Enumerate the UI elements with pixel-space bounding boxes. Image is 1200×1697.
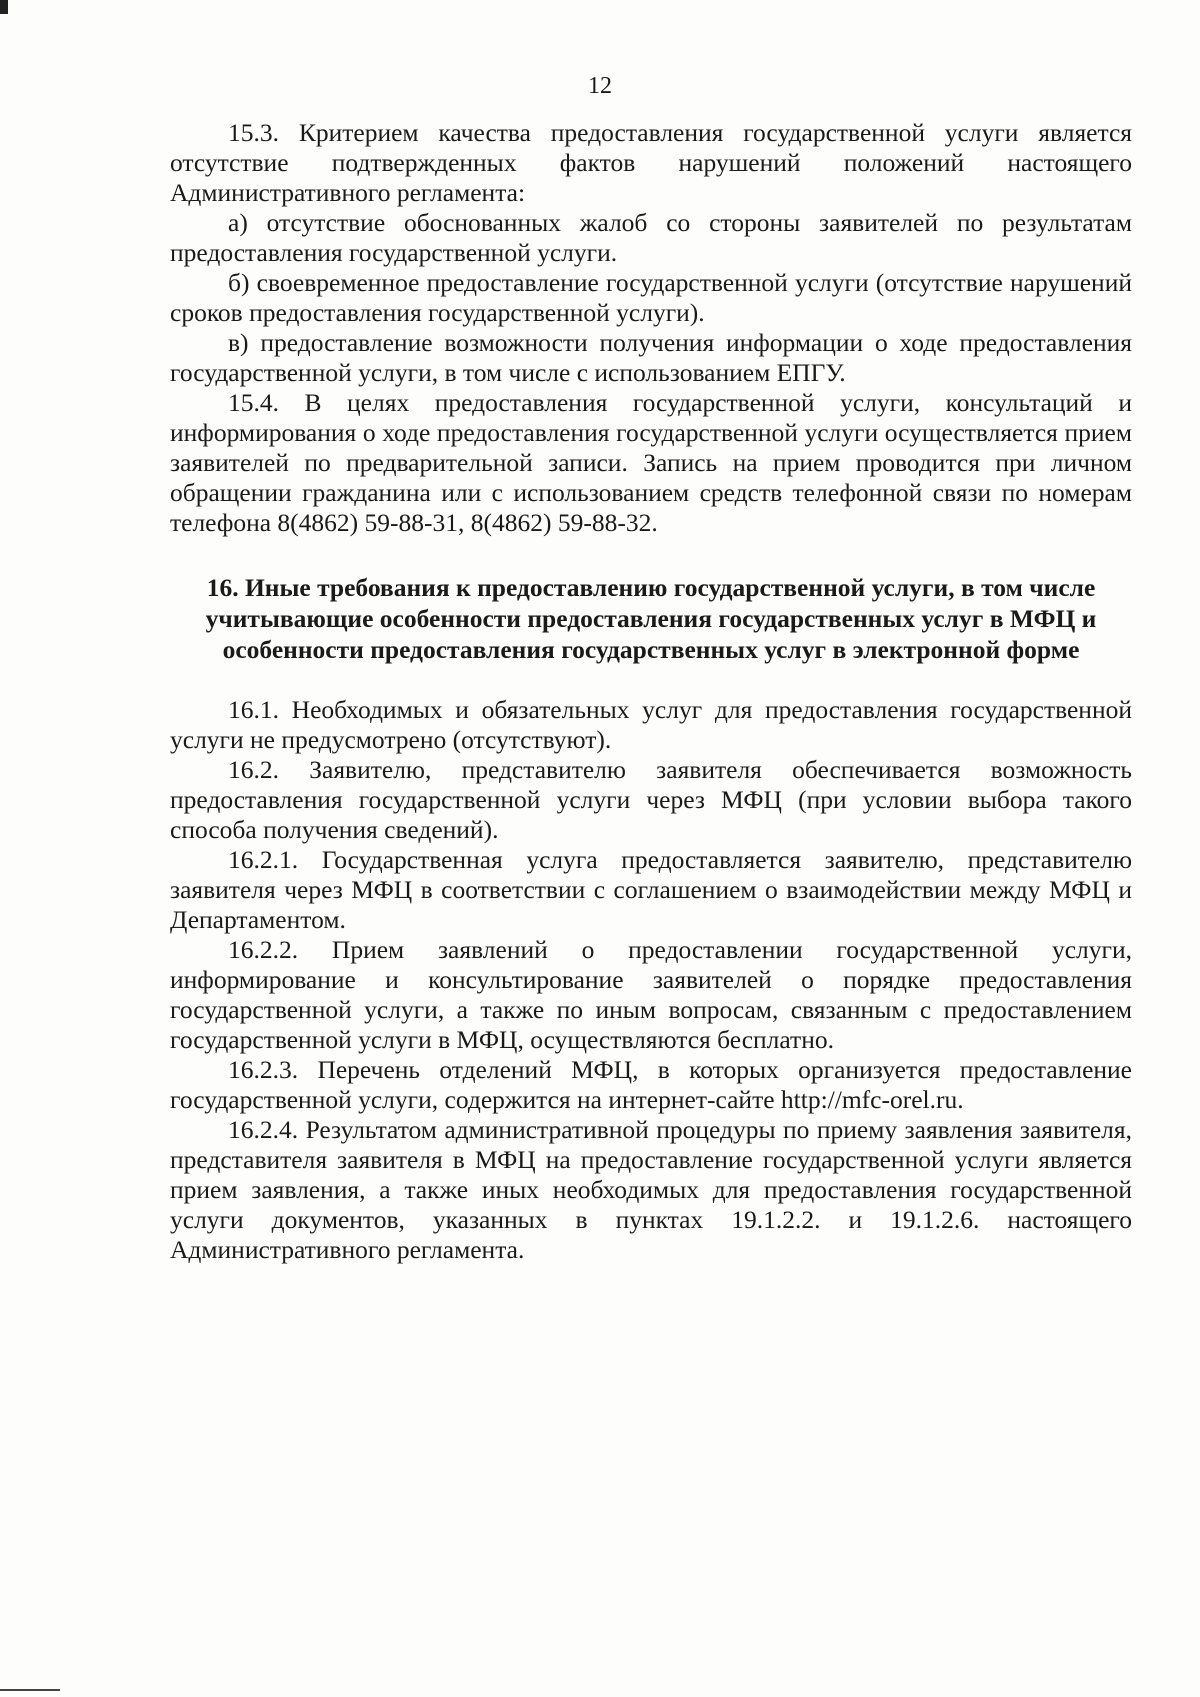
paragraph-16-2-4: 16.2.4. Результатом административной процедуры по приему заявления заявителя, представителя заявителя в МФЦ на предоставление государственной услуги является прием заявления, а также иных необходимых для предоставления государственной услуги документов, указанных в пунктах 19.1.2.2. и 19.1.2.6. настоящего Административного регламента. bbox=[170, 1115, 1132, 1264]
paragraph-16-2-3: 16.2.3. Перечень отделений МФЦ, в которых организуется предоставление государственной услуги, содержится на интернет-сайте http://mfc-orel.ru. bbox=[170, 1055, 1132, 1114]
paragraph-15-3-b: б) своевременное предоставление государственной услуги (отсутствие нарушений сроков предоставления государственной услуги). bbox=[170, 268, 1132, 327]
page-number: 12 bbox=[588, 73, 612, 99]
paragraph-16-2-1: 16.2.1. Государственная услуга предоставляется заявителю, представителю заявителя через МФЦ в соответствии с соглашением о взаимодействии между МФЦ и Департаментом. bbox=[170, 845, 1132, 934]
paragraph-16-1: 16.1. Необходимых и обязательных услуг для предоставления государственной услуги не предусмотрено (отсутствуют). bbox=[170, 695, 1132, 754]
scan-corner-mark bbox=[0, 0, 8, 14]
paragraph-16-2: 16.2. Заявителю, представителю заявителя обеспечивается возможность предоставления государственной услуги через МФЦ (при условии выбора такого способа получения сведений). bbox=[170, 755, 1132, 844]
scan-edge-line bbox=[0, 1689, 60, 1691]
section-16-heading: 16. Иные требования к предоставлению государственной услуги, в том числе учитывающие особенности предоставления государственных услуг в МФЦ и особенности предоставления государственных услуг в электронной форме bbox=[205, 573, 1097, 664]
paragraph-15-3: 15.3. Критерием качества предоставления государственной услуги является отсутствие подтвержденных фактов нарушений положений настоящего Административного регламента: bbox=[170, 118, 1132, 207]
paragraph-15-3-a: а) отсутствие обоснованных жалоб со стороны заявителей по результатам предоставления государственной услуги. bbox=[170, 208, 1132, 267]
paragraph-15-4: 15.4. В целях предоставления государственной услуги, консультаций и информирования о ходе предоставления государственной услуги осуществляется прием заявителей по предварительной записи. Запись на прием проводится при личном обращении гражданина или с использованием средств телефонной связи по номерам телефона 8(4862) 59-88-31, 8(4862) 59-88-32. bbox=[170, 388, 1132, 537]
document-body bbox=[170, 118, 1132, 1265]
paragraph-15-3-v: в) предоставление возможности получения информации о ходе предоставления государственной услуги, в том числе с использованием ЕПГУ. bbox=[170, 328, 1132, 387]
paragraph-16-2-2: 16.2.2. Прием заявлений о предоставлении государственной услуги, информирование и консультирование заявителей о порядке предоставления государственной услуги, а также по иным вопросам, связанным с предоставлением государственной услуги в МФЦ, осуществляются бесплатно. bbox=[170, 935, 1132, 1054]
